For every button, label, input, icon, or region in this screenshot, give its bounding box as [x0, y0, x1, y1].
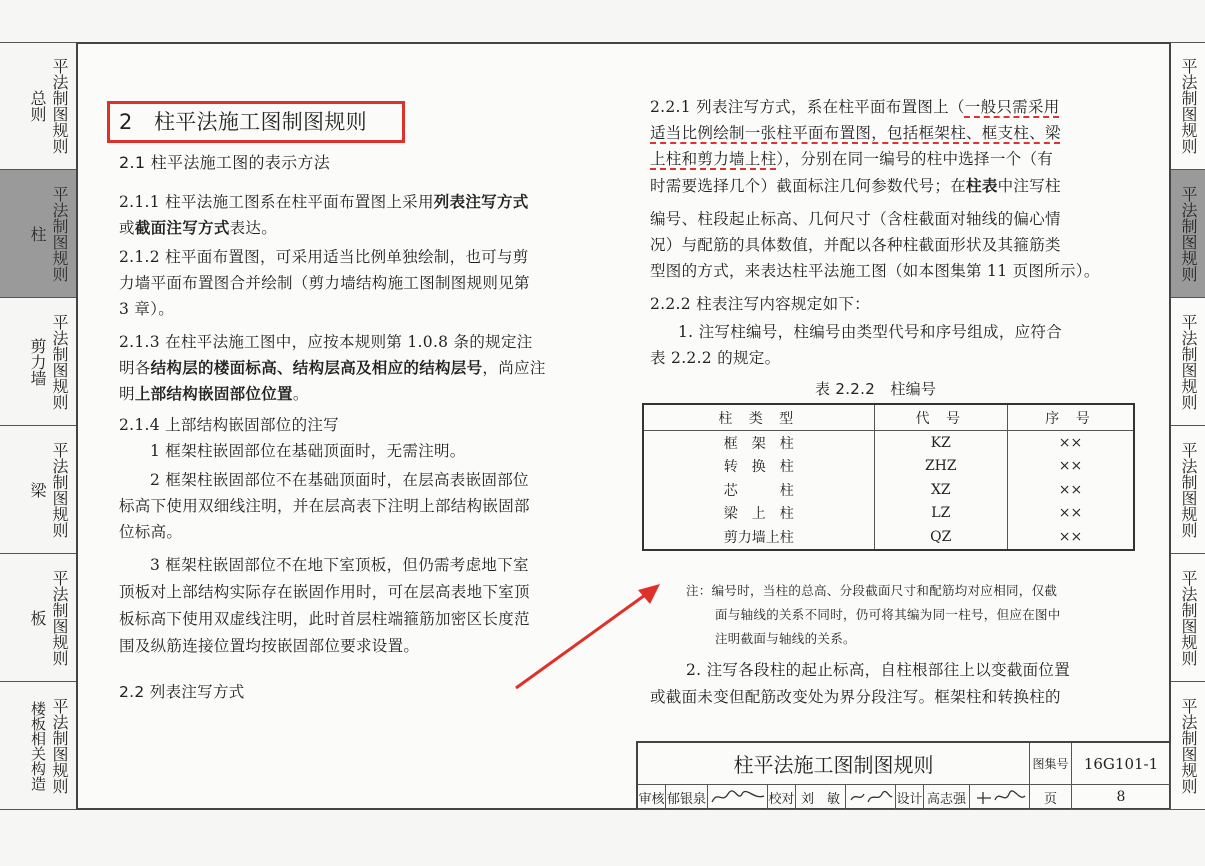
title-block [636, 741, 1171, 810]
left-tab-column[interactable] [0, 170, 76, 298]
left-tab-sub: 平法制图规则 [50, 185, 69, 282]
para-2-1-2-l1: 2.1.2 柱平面布置图，可采用适当比例单独绘制，也可与剪 [119, 248, 529, 266]
text: 2.2.1 列表注写方式，系在柱平面布置图上（ [650, 98, 965, 116]
para-2-2-1-l3 [650, 147, 1053, 172]
underlined-text: 上柱和剪力墙上柱 [650, 150, 777, 168]
para-item2-l1: 2. 注写各段柱的起止标高，自柱根部往上以变截面位置 [686, 661, 1071, 679]
left-tab-shear-wall[interactable] [0, 298, 76, 426]
right-tab-label: 平法制图规则 [1179, 569, 1198, 666]
reviewer-name: 郁银泉 [666, 785, 708, 810]
para-2-1-3-l3 [119, 382, 309, 407]
table-cell: 梁 上 柱 [643, 502, 874, 526]
signature-icon [710, 788, 766, 806]
checker-signature [846, 785, 896, 810]
para-2-1-2-l2: 力墙平面布置图合并绘制（剪力墙结构施工图制图规则见第 [119, 274, 530, 292]
check-label: 校对 [768, 785, 796, 810]
table-cell: QZ [874, 525, 1007, 550]
table-row [643, 431, 1134, 455]
para-2-1-1-cont [119, 216, 277, 241]
bold-text: 结构层的楼面标高、结构层高及相应的结构层号 [150, 359, 483, 377]
table-cell: ×× [1008, 478, 1134, 502]
text: 明 [119, 385, 135, 403]
table-cell: ×× [1008, 431, 1134, 455]
table-row [643, 455, 1134, 479]
para-2-2-1-l4 [650, 174, 1061, 199]
table-cell: XZ [874, 478, 1007, 502]
table-header-row [643, 404, 1134, 431]
para-2-2-1-l2 [650, 121, 1061, 146]
left-tab-label: 梁 [28, 481, 47, 498]
signature-icon [848, 788, 894, 806]
table-cell: 框 架 柱 [643, 431, 874, 455]
table-cell: ×× [1008, 525, 1134, 550]
table-cell: KZ [874, 431, 1007, 455]
table-cell: 剪力墙上柱 [643, 525, 874, 550]
table-cell: ZHZ [874, 455, 1007, 479]
para-2-1-3-l2 [119, 356, 546, 381]
table-note-l1: 注：编号时，当柱的总高、分段截面尺寸和配筋均对应相同，仅截 [686, 583, 1058, 598]
reviewer-signature [708, 785, 768, 810]
bold-text: 柱表 [966, 177, 998, 195]
right-tab-1[interactable] [1171, 42, 1205, 170]
para-2-2-1-l6: 况）与配筋的具体数值，并配以各种柱截面形状及其箍筋类 [650, 236, 1061, 254]
para-2-1-4-item3-l4: 围及纵筋连接位置均按嵌固部位要求设置。 [119, 637, 420, 655]
atlas-label: 图集号 [1030, 743, 1072, 785]
right-tab-2[interactable] [1171, 170, 1205, 298]
para-2-1-1 [119, 190, 529, 215]
bold-text: 列表注写方式 [433, 193, 529, 211]
table-row [643, 525, 1134, 550]
left-tab-label: 剪力墙 [28, 337, 47, 386]
right-tab-3[interactable] [1171, 298, 1205, 426]
left-tab-sub: 平法制图规则 [50, 697, 69, 794]
right-tab-label: 平法制图规则 [1179, 185, 1198, 282]
text: 。 [292, 385, 309, 403]
para-2-2-1-l7: 型图的方式，来表达柱平法施工图（如本图集第 11 页图所示）。 [650, 262, 1100, 280]
left-tab-sub: 平法制图规则 [50, 313, 69, 410]
text: 2.1.1 柱平法施工图系在柱平面布置图上采用 [119, 193, 434, 211]
table-caption: 表 2.2.2 柱编号 [815, 380, 937, 398]
bold-text: 截面注写方式 [134, 219, 230, 237]
para-2-1-2-l3: 3 章）。 [119, 300, 175, 318]
table-header: 代 号 [874, 404, 1007, 431]
left-tab-label: 总则 [28, 90, 47, 122]
annotation-arrow-icon [510, 578, 670, 693]
section-2-1-title: 2.1 柱平法施工图的表示方法 [119, 153, 331, 172]
para-2-2-1-l1 [650, 95, 1060, 120]
underlined-text: 一般只需采用 [964, 98, 1060, 116]
table-header: 序 号 [1008, 404, 1134, 431]
right-tab-label: 平法制图规则 [1179, 313, 1198, 410]
para-2-1-4-item2-l3: 位标高。 [119, 523, 183, 541]
designer-signature [970, 785, 1030, 810]
title-block-title: 柱平法施工图制图规则 [638, 743, 1030, 785]
right-tab-label: 平法制图规则 [1179, 441, 1198, 538]
left-tab-label: 板 [28, 609, 47, 626]
text: 或 [119, 219, 135, 237]
para-2-1-4: 2.1.4 上部结构嵌固部位的注写 [119, 416, 339, 434]
text: 表达。 [229, 219, 278, 237]
underlined-text: 适当比例绘制一张柱平面布置图，包括框架柱、框支柱、梁 [650, 124, 1061, 142]
right-tab-label: 平法制图规则 [1179, 697, 1198, 794]
table-row [643, 478, 1134, 502]
left-tab-general[interactable] [0, 42, 76, 170]
para-2-2-2-item1-l1: 1. 注写柱编号，柱编号由类型代号和序号组成，应符合 [678, 323, 1063, 341]
left-tab-slab[interactable] [0, 554, 76, 682]
left-tab-label: 柱 [28, 225, 47, 242]
para-2-1-4-item1: 1 框架柱嵌固部位在基础顶面时，无需注明。 [150, 442, 466, 460]
left-tab-sub: 平法制图规则 [50, 441, 69, 538]
signature-icon [973, 788, 1027, 806]
right-tab-6[interactable] [1171, 682, 1205, 810]
text: ），分别在同一编号的柱中选择一个（有 [776, 150, 1054, 168]
table-note-l3: 注明截面与轴线的关系。 [715, 631, 856, 646]
table-cell: 芯 柱 [643, 478, 874, 502]
column-number-table [642, 403, 1135, 551]
table-cell: 转 换 柱 [643, 455, 874, 479]
left-chapter-nav [0, 42, 76, 810]
text: ，尚应注 [482, 359, 546, 377]
right-tab-5[interactable] [1171, 554, 1205, 682]
para-2-1-4-item2-l2: 标高下使用双细线注明，并在层高表下注明上部结构嵌固部 [119, 497, 530, 515]
bold-text: 上部结构嵌固部位位置 [134, 385, 293, 403]
right-chapter-nav [1171, 42, 1205, 810]
para-2-2-2: 2.2.2 柱表注写内容规定如下： [650, 295, 870, 313]
table-cell: LZ [874, 502, 1007, 526]
para-2-2-2-item1-l2: 表 2.2.2 的规定。 [650, 349, 781, 367]
section-heading: 2 柱平法施工图制图规则 [119, 110, 367, 134]
page-label: 页 [1030, 785, 1072, 810]
table-header: 柱 类 型 [643, 404, 874, 431]
para-item2-l2: 或截面未变但配筋改变处为界分段注写。框架柱和转换柱的 [650, 688, 1061, 706]
text: 中注写柱 [997, 177, 1061, 195]
para-2-2-1-l5: 编号、柱段起止标高、几何尺寸（含柱截面对轴线的偏心情 [650, 210, 1061, 228]
review-label: 审核 [638, 785, 666, 810]
table-cell: ×× [1008, 502, 1134, 526]
table-row [643, 502, 1134, 526]
para-2-1-4-item3-l1: 3 框架柱嵌固部位不在地下室顶板，但仍需考虑地下室 [150, 556, 529, 574]
page-number: 8 [1072, 785, 1171, 810]
designer-name: 高志强 [924, 785, 970, 810]
right-tab-label: 平法制图规则 [1179, 58, 1198, 154]
table-cell: ×× [1008, 455, 1134, 479]
left-tab-label: 楼板相关构造 [29, 700, 47, 791]
left-tab-sub: 平法制图规则 [50, 569, 69, 666]
section-2-2-title: 2.2 列表注写方式 [119, 683, 245, 701]
para-2-1-4-item2-l1: 2 框架柱嵌固部位不在基础顶面时，在层高表嵌固部位 [150, 471, 529, 489]
checker-name: 刘 敏 [796, 785, 846, 810]
para-2-1-4-item3-l2: 顶板对上部结构实际存在嵌固作用时，可在层高表地下室顶 [119, 583, 530, 601]
text: 明各 [119, 359, 151, 377]
design-label: 设计 [896, 785, 924, 810]
left-tab-beam[interactable] [0, 426, 76, 554]
left-tab-slab-details[interactable] [0, 682, 76, 810]
text: 时需要选择几个）截面标注几何参数代号；在 [650, 177, 967, 195]
para-2-1-3-l1: 2.1.3 在柱平法施工图中，应按本规则第 1.0.8 条的规定注 [119, 333, 533, 351]
atlas-number: 16G101-1 [1072, 743, 1171, 785]
left-tab-sub: 平法制图规则 [50, 58, 69, 154]
table-note-l2: 面与轴线的关系不同时，仍可将其编为同一柱号，但应在图中 [715, 607, 1061, 622]
right-tab-4[interactable] [1171, 426, 1205, 554]
para-2-1-4-item3-l3: 板标高下使用双虚线注明，此时首层柱端箍筋加密区长度范 [119, 610, 530, 628]
